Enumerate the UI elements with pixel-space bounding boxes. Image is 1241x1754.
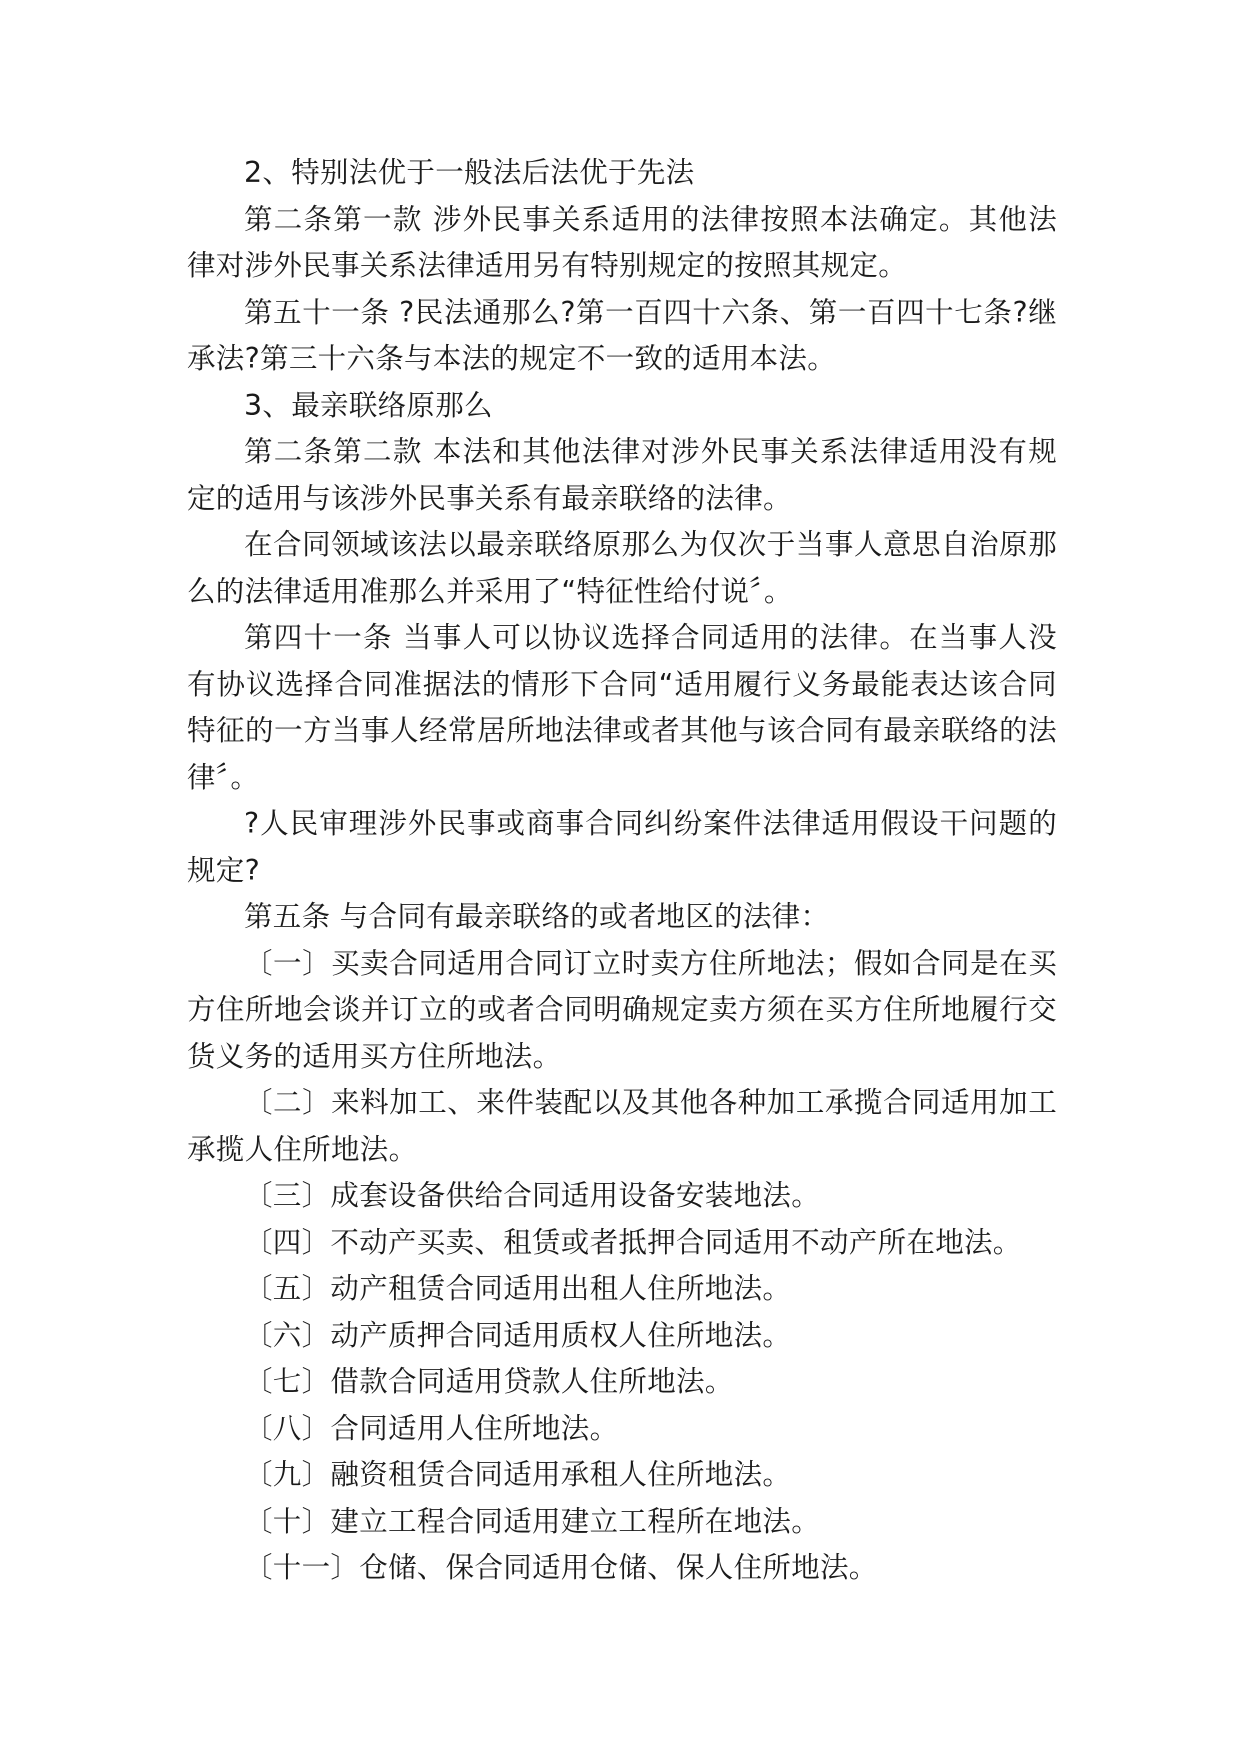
paragraph-regulation-title: ?人民审理涉外民事或商事合同纠纷案件法律适用假设干问题的规定?	[187, 807, 1057, 887]
list-item-8: 〔八〕合同适用人住所地法。	[244, 1411, 619, 1445]
paragraph-article-5: 第五条 与合同有最亲联络的或者地区的法律：	[244, 900, 830, 933]
list-item-3: 〔三〕成套设备供给合同适用设备安装地法。	[244, 1179, 821, 1212]
paragraph-contract-domain: 在合同领域该法以最亲联络原那么为仅次于当事人意思自治原那么的法律适用准那么并采用了“特征性给付说〞。	[187, 528, 1057, 608]
list-item-2: 〔二〕来料加工、来件装配以及其他各种加工承揽合同适用加工承揽人住所地法。	[187, 1086, 1057, 1166]
heading-special-law: 2、特别法优于一般法后法优于先法	[244, 156, 695, 189]
list-item-4: 〔四〕不动产买卖、租赁或者抵押合同适用不动产所在地法。	[244, 1225, 1022, 1259]
paragraph-article-2-2: 第二条第二款 本法和其他法律对涉外民事关系法律适用没有规定的适用与该涉外民事关系有最亲联络的法律。	[187, 435, 1057, 515]
document-body	[187, 150, 1057, 1592]
paragraph-article-51: 第五十一条 ?民法通那么?第一百四十六条、第一百四十七条?继承法?第三十六条与本法的规定不一致的适用本法。	[187, 295, 1057, 375]
list-item-9: 〔九〕融资租赁合同适用承租人住所地法。	[244, 1458, 792, 1491]
list-item-5: 〔五〕动产租赁合同适用出租人住所地法。	[244, 1272, 792, 1305]
list-item-11: 〔十一〕仓储、保合同适用仓储、保人住所地法。	[244, 1551, 878, 1584]
list-item-10: 〔十〕建立工程合同适用建立工程所在地法。	[244, 1504, 821, 1538]
list-item-1: 〔一〕买卖合同适用合同订立时卖方住所地法；假如合同是在买方住所地会谈并订立的或者合同明确规定卖方须在买方住所地履行交货义务的适用买方住所地法。	[187, 946, 1057, 1073]
paragraph-article-41: 第四十一条 当事人可以协议选择合同适用的法律。在当事人没有协议选择合同准据法的情形下合同“适用履行义务最能表达该合同特征的一方当事人经常居所地法律或者其他与该合同有最亲联络的法律〞。	[187, 621, 1057, 794]
list-item-7: 〔七〕借款合同适用贷款人住所地法。	[244, 1365, 734, 1398]
paragraph-article-2-1: 第二条第一款 涉外民事关系适用的法律按照本法确定。其他法律对涉外民事关系法律适用另有特别规定的按照其规定。	[187, 202, 1057, 282]
list-item-6: 〔六〕动产质押合同适用质权人住所地法。	[244, 1318, 792, 1352]
heading-closest-connection: 3、最亲联络原那么	[244, 388, 493, 422]
